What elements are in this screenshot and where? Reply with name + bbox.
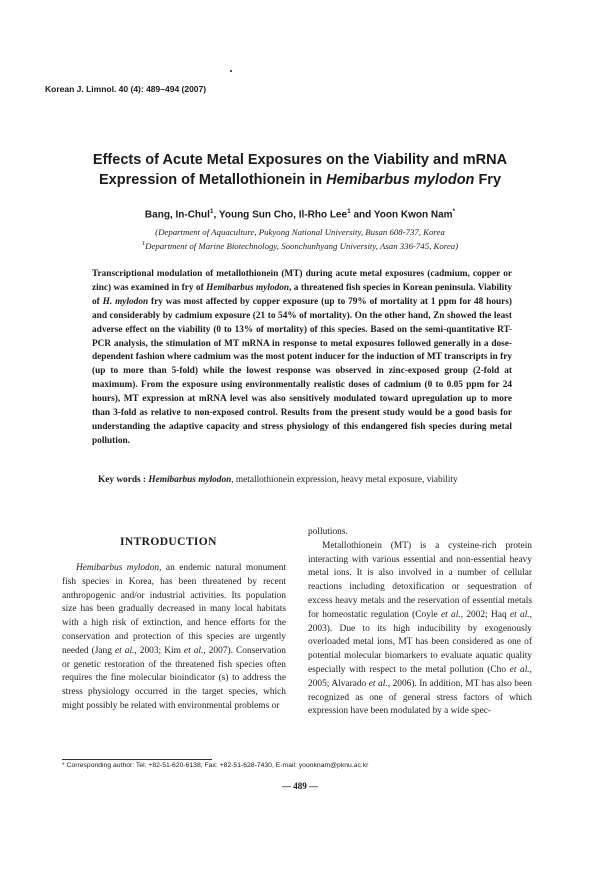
abstract-part2: , a threatened fish species in Korean peninsula. Viability of	[92, 282, 512, 307]
author-3-sup: 1	[347, 208, 351, 215]
intro-left-b: , 2003; Kim	[134, 645, 184, 656]
intro-paragraph-left	[62, 562, 286, 714]
affiliation-2	[40, 240, 560, 251]
paper-title-line1: Effects of Acute Metal Exposures on the Viability and mRNA	[92, 152, 508, 168]
section-heading-introduction: INTRODUCTION	[120, 536, 217, 548]
footnote-divider	[62, 759, 212, 760]
etal: et al.	[114, 645, 135, 656]
abstract-part3: fry was most affected by copper exposure (up to 79% of mortality at 1 ppm for 48 hours) and considerably by cadmium exposure (21 to 54% of mortality). On the other hand, Zn showed the least adverse effect on the viability (0 to 13% of mortality) of this species. Based on the semi-quantitative RT-PCR analysis, the stimulation of MT mRNA in response to metal exposures followed generally in a dose-dependent fashion where cadmium was the most potent inducer for the induction of MT transcripts in fry (up to more than 5-fold) while the lowest response was observed in zinc-exposed group (2-fold at maximum). From the exposure using environmentally realistic doses of cadmium (0 to 0.05 ppm for 24 hours), MT expression at mRNA level was also sensitively modulated toward upregulation up to more than 3-fold as relative to non-exposed control. Results from the present study would be a good basis for understanding the adaptive capacity and stress physiology of this endangered fish species during metal pollution.	[92, 296, 512, 446]
author-list	[40, 208, 560, 220]
etal: et al.	[509, 664, 530, 675]
author-2-3: , Young Sun Cho, Il-Rho Lee	[213, 209, 348, 221]
intro-right-paragraph	[308, 540, 532, 719]
abstract-species2: H. mylodon	[102, 296, 149, 307]
intro-right-a: Metallothionein (MT) is a cysteine-rich protein interacting with various essential and non-essential heavy metal ions. It is also involved in a number of cellular reactions including detoxification or sequestration of excess heavy metals and the reservation of essential metals for homeostatic regulation (Coyle	[308, 540, 532, 620]
affiliation-1: (Department of Aquaculture, Pukyong National University, Busan 608-737, Korea	[155, 227, 445, 237]
speck	[230, 70, 232, 72]
intro-left-c: , 2007). Conservation or genetic restoration of the threatened fish species often requires the fine molecular bioindicator (s) to address the stress physiology occurred in the target species, which might possibly be related with environmental problems or	[62, 645, 286, 711]
paper-title-line2	[40, 170, 560, 190]
abstract	[92, 268, 512, 449]
intro-right-e: , 2006). In addition, MT has also been recognized as one of general stress factors of which expression have been modulated by a wide spec-	[308, 678, 532, 717]
intro-species: Hemibarbus mylodon	[76, 563, 160, 573]
intro-column-right	[308, 526, 532, 719]
abstract-part1: Transcriptional modulation of metallothionein (MT) during acute metal exposures (cadmium, copper or zinc) was examined in fry of	[92, 269, 512, 293]
abstract-species1: Hemibarbus mylodon	[206, 282, 290, 293]
keywords	[98, 474, 494, 488]
author-1-sup: 1	[209, 208, 214, 215]
etal: et al.	[368, 678, 388, 689]
author-4: and Yoon Kwon Nam	[350, 209, 453, 221]
corresponding-author-footnote: * Corresponding author: Tel: +82-51-620-6138, Fax: +82-51-628-7430, E-mail: yoonknam@pknu.ac.kr	[62, 762, 369, 769]
etal: et al.	[509, 609, 530, 620]
author-4-sup: *	[452, 208, 456, 215]
etal: et al.	[183, 645, 204, 656]
keywords-label: Key words :	[98, 475, 149, 485]
intro-left-a: , an endemic natural monument fish species in Korea, has been threatened by recent anthropogenic and/or industrial activities. Its population size has been gradually decreased in many local habitats with a high risk of extinction, and hence efforts for the conservation and protection of this species are urgently needed (Jang	[62, 563, 287, 656]
intro-right-continuation: pollutions.	[308, 527, 348, 537]
title-species: Hemibarbus mylodon	[326, 172, 475, 188]
page-number: — 489 —	[282, 781, 318, 791]
etal: et al.	[440, 609, 461, 620]
intro-right-b: , 2002; Haq	[460, 609, 510, 620]
title-suffix: Fry	[474, 172, 502, 188]
affiliation-2-text: Department of Marine Biotechnology, Soonchunhyang University, Asan 336-745, Korea)	[145, 240, 459, 251]
affiliation-2-sup: 1	[141, 240, 146, 247]
intro-right-c: , 2003). Due to its high inducibility by exogenously overloaded metal ions, MT has been considered as one of potential molecular biomarkers to evaluate aquatic quality especially with respect to the metal pollution (Cho	[308, 609, 532, 675]
keywords-species: Hemibarbus mylodon	[148, 475, 232, 485]
intro-right-d: , 2005; Alvarado	[308, 664, 532, 689]
keywords-rest: , metallothionein expression, heavy metal exposure, viability	[231, 475, 458, 485]
title-prefix: Expression of Metallothionein in	[98, 172, 327, 188]
author-1: Bang, In-Chul	[144, 209, 210, 221]
journal-citation: Korean J. Limnol. 40 (4): 489–494 (2007)	[45, 84, 207, 94]
